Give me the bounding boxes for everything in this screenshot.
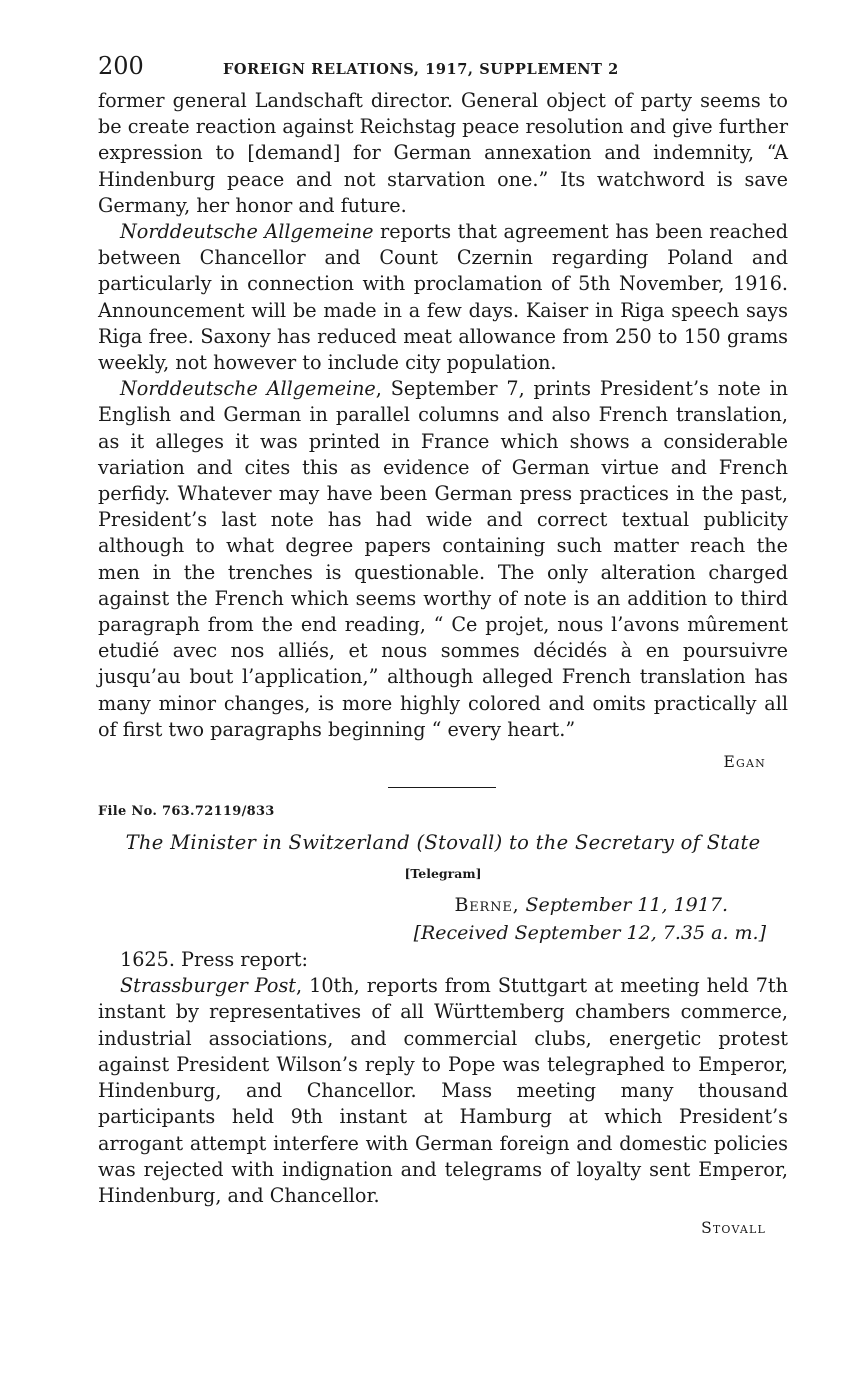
paragraph-text: , 10th, reports from Stuttgart at meeting held 7th instant by representatives of all Württemberg chambers commerce, industrial associations, and commercial clubs, energetic protest against President Wilson’s reply to Pope was telegraphed to Emperor, Hindenburg, and Chancellor. Mass meeting many thousand participants held 9th instant at Hamburg at which President’s arrogant attempt interfere with German foreign and domestic policies was rejected with indignation and telegrams of loyalty sent Emperor, Hindenburg, and Chancellor. [98, 974, 789, 1207]
stovall-paragraph-1: 1625. Press report: [120, 948, 308, 972]
running-title: FOREIGN RELATIONS, 1917, SUPPLEMENT 2 [223, 61, 619, 78]
running-head [98, 52, 788, 88]
received-line: [Received September 12, 7.35 a. m.] [413, 922, 766, 945]
newspaper-name: Norddeutsche Allgemeine [120, 377, 376, 401]
file-number: File No. 763.72119/833 [98, 804, 275, 820]
paragraph-text: , September 7, prints President’s note in English and German in parallel columns and also French translation, as it alleges it was printed in France which shows a considerable variation and cites this as evidence of German virtue and French perfidy. Whatever may have been German press practices in the past, President’s last note has had wide and correct textual publicity although to what degree papers containing such matter reach the men in the trenches is questionable. The only alteration charged against the French which seems worthy of note is an addition to third paragraph from the end reading, “ Ce projet, nous l’avons mûrement etudié avec nos alliés, et nous sommes décidés à en poursuivre jusqu’au bout l’application,” although alleged French translation has many minor changes, is more highly colored and omits practically all of first two paragraphs beginning “ every heart.” [98, 377, 788, 741]
document-type: [Telegram] [404, 866, 482, 882]
page-number: 200 [98, 52, 144, 80]
newspaper-name: Norddeutsche Allgemeine [120, 220, 374, 244]
signature-stovall: Stovall [701, 1219, 766, 1238]
egan-paragraph-3 [98, 376, 788, 743]
stovall-paragraph-2 [98, 973, 788, 1209]
paragraph-text: reports that agreement has been reached between Chancellor and Count Czernin regarding Poland and particularly in connection with proclamation of 5th November, 1916. Announcement will be made in a few days. Kaiser in Riga speech says Riga free. Saxony has reduced meat allowance from 250 to 150 grams weekly, not however to include city population. [98, 220, 788, 375]
document-page [98, 52, 788, 1237]
egan-paragraph-1: former general Landschaft director. General object of party seems to be create reaction against Reichstag peace resolution and give further expression to [demand] for German annexation and indemnity, “A Hindenburg peace and not starvation one.” Its watchword is save Germany, her honor and future. [98, 89, 788, 217]
signature-egan: Egan [723, 753, 766, 772]
dateline [98, 891, 788, 919]
section-divider [388, 787, 496, 788]
egan-paragraph-2 [98, 219, 788, 376]
dateline-place: Berne, [454, 894, 520, 917]
newspaper-name: Strassburger Post [120, 974, 297, 998]
dateline-date: September 11, 1917. [519, 894, 728, 917]
document-title: The Minister in Switzerland (Stovall) to the Secretary of State [125, 831, 761, 855]
